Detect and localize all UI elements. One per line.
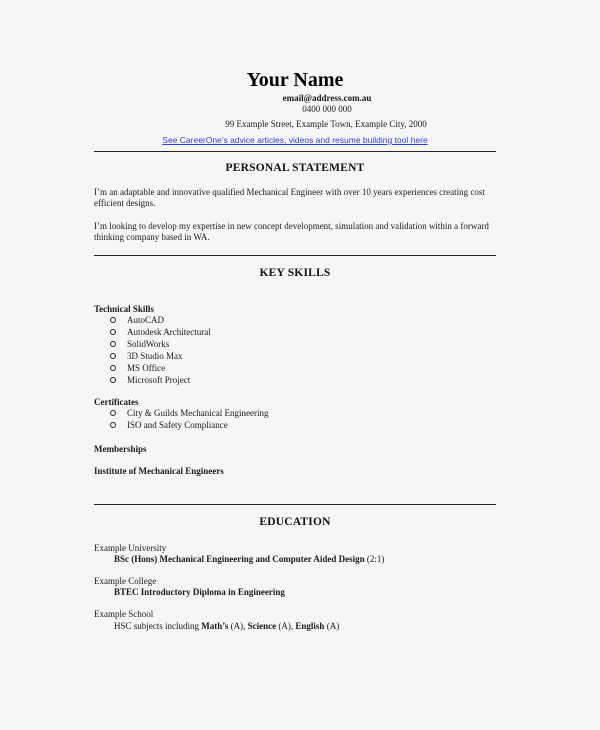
personal-statement-paragraph-2: I’m looking to develop my expertise in new concept development, simulation and validation within a forward thinking company based in WA. <box>94 221 489 242</box>
education-qualification: BSc (Hons) Mechanical Engineering and Computer Aided Design (2:1) <box>114 554 385 564</box>
circle-bullet-icon <box>110 365 116 371</box>
circle-bullet-icon <box>110 317 116 323</box>
certificates-heading: Certificates <box>94 397 139 407</box>
list-item: 3D Studio Max <box>110 350 211 362</box>
list-item: SolidWorks <box>110 338 211 350</box>
education-qualification: HSC subjects including Math’s (A), Science (A), English (A) <box>114 621 340 631</box>
circle-bullet-icon <box>110 353 116 359</box>
resume-header <box>0 69 600 148</box>
section-divider <box>94 151 496 152</box>
personal-statement-heading: PERSONAL STATEMENT <box>225 162 365 174</box>
education-heading: EDUCATION <box>259 516 331 528</box>
list-item: AutoCAD <box>110 314 211 326</box>
certificates-list <box>110 407 268 431</box>
careerone-advice-link[interactable]: See CareerOne’s advice articles, videos and resume building tool here <box>162 135 428 145</box>
circle-bullet-icon <box>110 377 116 383</box>
membership-value: Institute of Mechanical Engineers <box>94 466 224 476</box>
section-divider <box>94 504 496 505</box>
technical-skills-list <box>110 314 211 386</box>
education-qualification: BTEC Introductory Diploma in Engineering <box>114 587 285 597</box>
postal-address: 99 Example Street, Example Town, Example City, 2000 <box>225 119 427 129</box>
circle-bullet-icon <box>110 422 116 428</box>
list-item: City & Guilds Mechanical Engineering <box>110 407 268 419</box>
section-divider <box>94 255 496 256</box>
list-item: Microsoft Project <box>110 374 211 386</box>
list-item: Autodesk Architectural <box>110 326 211 338</box>
list-item: MS Office <box>110 362 211 374</box>
circle-bullet-icon <box>110 410 116 416</box>
circle-bullet-icon <box>110 329 116 335</box>
phone-number: 0400 000 000 <box>302 104 352 114</box>
circle-bullet-icon <box>110 341 116 347</box>
personal-statement-paragraph-1: I’m an adaptable and innovative qualified Mechanical Engineer with over 10 years experiences creating cost efficient designs. <box>94 187 485 208</box>
candidate-name: Your Name <box>246 69 344 91</box>
email-address: email@address.com.au <box>282 93 372 103</box>
education-school: Example School <box>94 609 154 619</box>
key-skills-heading: KEY SKILLS <box>259 267 331 279</box>
list-item: ISO and Safety Compliance <box>110 419 268 431</box>
memberships-heading: Memberships <box>94 444 147 454</box>
technical-skills-heading: Technical Skills <box>94 304 154 314</box>
education-school: Example College <box>94 576 157 586</box>
education-school: Example University <box>94 543 167 553</box>
